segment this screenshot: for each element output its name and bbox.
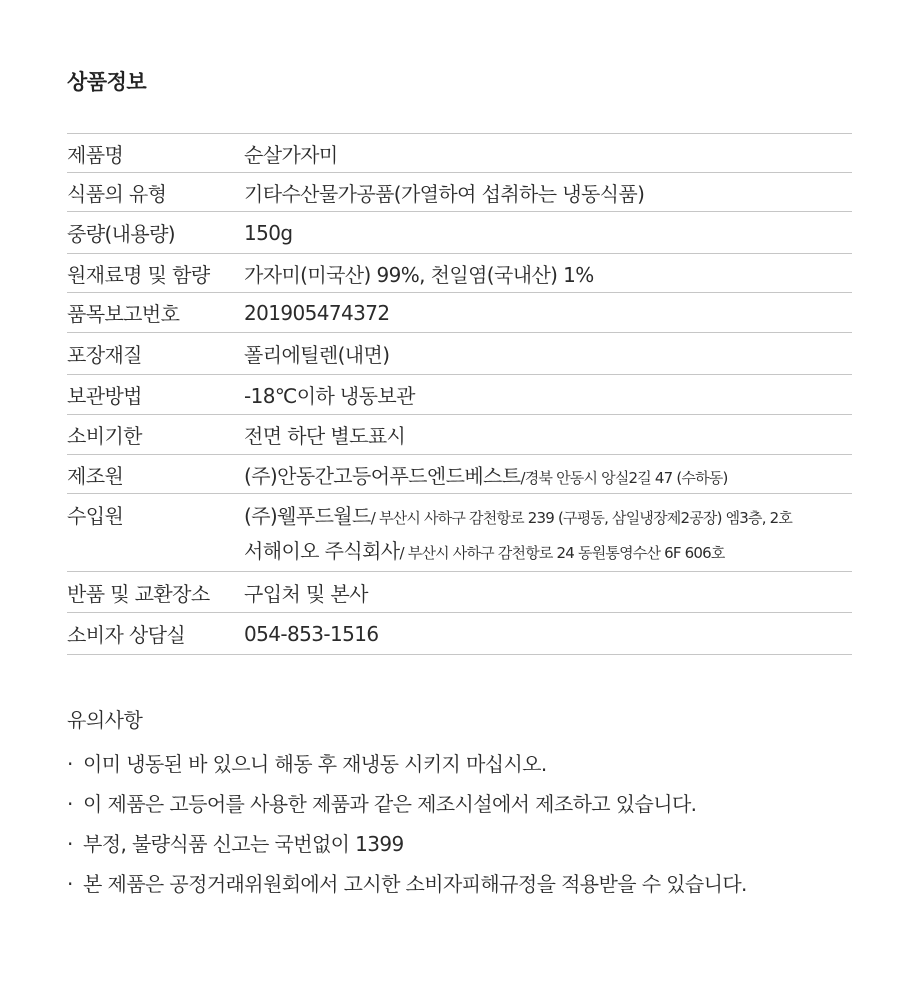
row-label: 소비기한	[67, 415, 244, 455]
importer-line-1	[244, 500, 852, 535]
precautions-list	[67, 744, 867, 904]
row-value: 201905474372	[244, 293, 852, 333]
importer-line-2	[244, 535, 852, 570]
importer-2-address: / 부산시 사하구 감천항로 24 동원통영수산 6F 606호	[399, 544, 725, 562]
note-text: 이미 냉동된 바 있으니 해동 후 재냉동 시키지 마십시오.	[83, 752, 547, 776]
table-row	[67, 212, 852, 254]
row-label: 중량(내용량)	[67, 212, 244, 254]
row-label: 수입원	[67, 494, 244, 572]
product-info-table	[67, 133, 852, 655]
manufacturer-address: /경북 안동시 앙실2길 47 (수하동)	[520, 468, 728, 487]
table-row	[67, 375, 852, 415]
section-title: 상품정보	[67, 70, 147, 94]
list-item	[67, 784, 867, 824]
row-label: 원재료명 및 함량	[67, 254, 244, 293]
list-item	[67, 824, 867, 864]
row-value: 폴리에틸렌(내면)	[244, 333, 852, 375]
table-row	[67, 333, 852, 375]
note-text: 이 제품은 고등어를 사용한 제품과 같은 제조시설에서 제조하고 있습니다.	[83, 792, 697, 816]
importer-1-name: (주)웰푸드월드	[244, 504, 371, 528]
row-value: 150g	[244, 212, 852, 254]
manufacturer-name: (주)안동간고등어푸드엔드베스트	[244, 463, 521, 488]
row-label: 소비자 상담실	[67, 613, 244, 655]
row-label: 식품의 유형	[67, 173, 244, 212]
row-label: 제품명	[67, 134, 244, 173]
row-value: 순살가자미	[244, 134, 852, 173]
row-value: 전면 하단 별도표시	[244, 415, 852, 455]
table-row-manufacturer	[67, 455, 852, 494]
row-value: 가자미(미국산) 99%, 천일염(국내산) 1%	[244, 254, 852, 293]
row-value: 기타수산물가공품(가열하여 섭취하는 냉동식품)	[244, 173, 852, 212]
bullet: ·	[67, 792, 73, 816]
row-value	[244, 494, 852, 572]
row-value: -18℃이하 냉동보관	[244, 375, 852, 415]
list-item	[67, 744, 867, 784]
row-value: 구입처 및 본사	[244, 572, 852, 613]
importer-2-name: 서해이오 주식회사	[244, 539, 400, 563]
precautions-title: 유의사항	[67, 708, 143, 732]
bullet: ·	[67, 752, 73, 776]
table-row	[67, 572, 852, 613]
table-row	[67, 254, 852, 293]
note-text: 부정, 불량식품 신고는 국번없이 1399	[83, 832, 404, 856]
table-row-importer	[67, 494, 852, 572]
table-row	[67, 613, 852, 655]
table-row	[67, 293, 852, 333]
row-label: 반품 및 교환장소	[67, 572, 244, 613]
note-text: 본 제품은 공정거래위원회에서 고시한 소비자피해규정을 적용받을 수 있습니다.	[83, 872, 747, 896]
table-row	[67, 134, 852, 173]
list-item	[67, 864, 867, 904]
precautions-section	[67, 705, 867, 904]
row-label: 제조원	[67, 455, 244, 494]
importer-1-address: / 부산시 사하구 감천항로 239 (구평동, 삼일냉장제2공장) 엠3층, 2호	[370, 509, 793, 527]
table-row	[67, 173, 852, 212]
row-label: 품목보고번호	[67, 293, 244, 333]
bullet: ·	[67, 832, 73, 856]
row-value: 054-853-1516	[244, 613, 852, 655]
row-value	[244, 455, 852, 494]
row-label: 포장재질	[67, 333, 244, 375]
bullet: ·	[67, 872, 73, 896]
table-row	[67, 415, 852, 455]
row-label: 보관방법	[67, 375, 244, 415]
